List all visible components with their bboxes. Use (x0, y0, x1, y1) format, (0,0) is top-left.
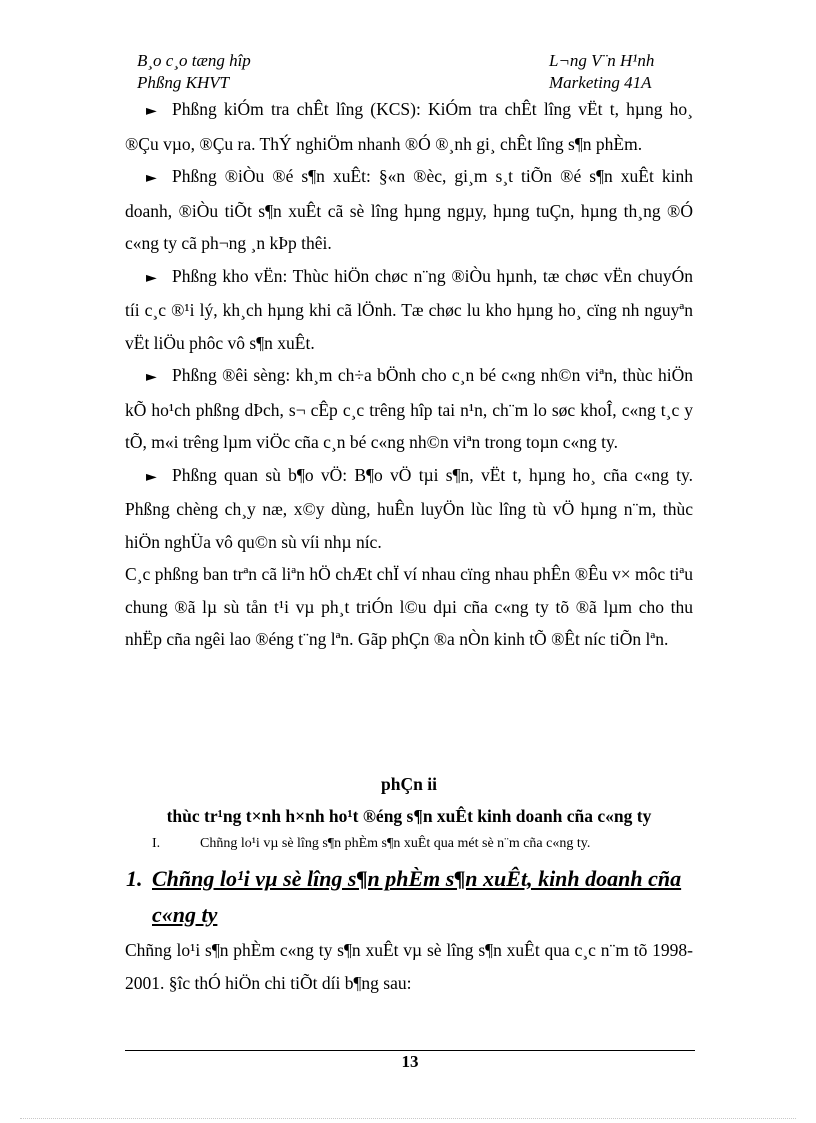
header-department: Phßng KHVT (137, 73, 230, 92)
final-paragraph-block (125, 934, 693, 999)
footer-divider (125, 1050, 695, 1051)
bullet-welfare (125, 359, 693, 459)
bullet-text: Phßng kiÓm tra chÊt lîng (KCS): KiÓm tra chÊt lîng vËt t, hµng ho¸ ®Çu vµo, ®Çu ra. ThÝ nghiÖm nhanh ®Ó ®¸nh gi¸ chÊt lîng s¶n phÈm. (125, 99, 693, 154)
header-report-title: B¸o c¸o tæng hîp (137, 51, 251, 70)
header-class: Marketing 41A (549, 73, 652, 92)
closing-paragraph: C¸c phßng ban trªn cã liªn hÖ chÆt chÏ ví nhau cïng nhau phÊn ®Êu v× môc tiªu chung ®ã lµ sù tån t¹i vµ ph¸t triÓn l©u dµi cña c«ng ty tõ ®ã lµm cho thu nhËp cña ngêi lao ®éng t¨ng lªn. Gãp phÇn ®a nÒn kinh tÕ ®Êt níc tiÕn lªn. (125, 564, 693, 649)
arrow-bullet-icon: ► (146, 170, 157, 186)
heading-1-number: 1. (126, 866, 143, 891)
bullet-kcs (125, 93, 693, 160)
heading-1-text: Chñng lo¹i vµ sè lîng s¶n phÈm s¶n xuÊt, kinh doanh cña (152, 866, 682, 891)
section-i-text: Chñng lo¹i vµ sè lîng s¶n phÈm s¶n xuÊt qua mét sè n¨m cña c«ng ty. (200, 836, 591, 851)
arrow-bullet-icon: ► (146, 369, 157, 385)
part-subtitle: thùc tr¹ng t×nh h×nh ho¹t ®éng s¶n xuÊt kinh doanh cña c«ng ty (166, 806, 652, 826)
header-author: L¬ng V¨n H¹nh (549, 51, 655, 70)
bullet-text: Phßng quan sù b¶o vÖ: B¶o vÖ tµi s¶n, vËt t, hµng ho¸ cña c«ng ty. Phßng chèng ch¸y næ, x©y dùng, huÊn luyÖn lùc lîng tù vÖ hµng n¨m, thùc hiÖn nghÜa vô qu©n sù víi nhµ níc. (125, 464, 693, 552)
bullet-production-control (125, 160, 693, 260)
heading-1-line2: c«ng ty (152, 902, 218, 927)
final-paragraph: Chñng lo¹i s¶n phÈm c«ng ty s¶n xuÊt vµ sè lîng s¶n xuÊt qua c¸c n¨m tõ 1998-2001. §îc thÓ hiÖn chi tiÕt díi b¶ng sau: (125, 940, 693, 993)
bullet-warehouse (125, 260, 693, 360)
bullet-security (125, 459, 693, 559)
arrow-bullet-icon: ► (146, 269, 157, 286)
part-title: phÇn ii (381, 774, 437, 794)
bullet-text: Phßng kho vËn: Thùc hiÖn chøc n¨ng ®iÒu hµnh, tæ chøc vËn chuyÓn tíi c¸c ®¹i lý, kh¸ch hµng khi cã lÖnh. Tæ chøc lu kho hµng ho¸ cïng nh nguyªn vËt liÖu phôc vô s¶n xuÊt. (125, 265, 693, 353)
bullet-text: Phßng ®êi sèng: kh¸m ch÷a bÖnh cho c¸n bé c«ng nh©n viªn, thùc hiÖn kÕ ho¹ch phßng dÞch, s¬ cÊp c¸c trêng hîp tai n¹n, ch¨m lo søc khoÎ, c«ng t¸c y tÕ, m«i trêng lµm viÖc cña c¸n bé c«ng nh©n viªn trong toµn c«ng ty. (125, 365, 693, 452)
bullet-text: Phßng ®iÒu ®é s¶n xuÊt: §«n ®èc, gi¸m s¸t tiÕn ®é s¶n xuÊt kinh doanh, ®iÒu tiÕt s¶n xuÊt cã sè lîng hµng ngµy, hµng tuÇn, hµng th¸ng ®Ó c«ng ty cã ph¬ng ¸n kÞp thêi. (125, 166, 693, 253)
arrow-bullet-icon: ► (146, 103, 157, 119)
section-i-number: I. (152, 836, 161, 851)
arrow-bullet-icon: ► (146, 468, 157, 485)
page-bottom-border (20, 1118, 796, 1119)
department-list (125, 93, 693, 656)
page-number: 13 (401, 1052, 419, 1071)
section-i-heading (152, 836, 590, 852)
